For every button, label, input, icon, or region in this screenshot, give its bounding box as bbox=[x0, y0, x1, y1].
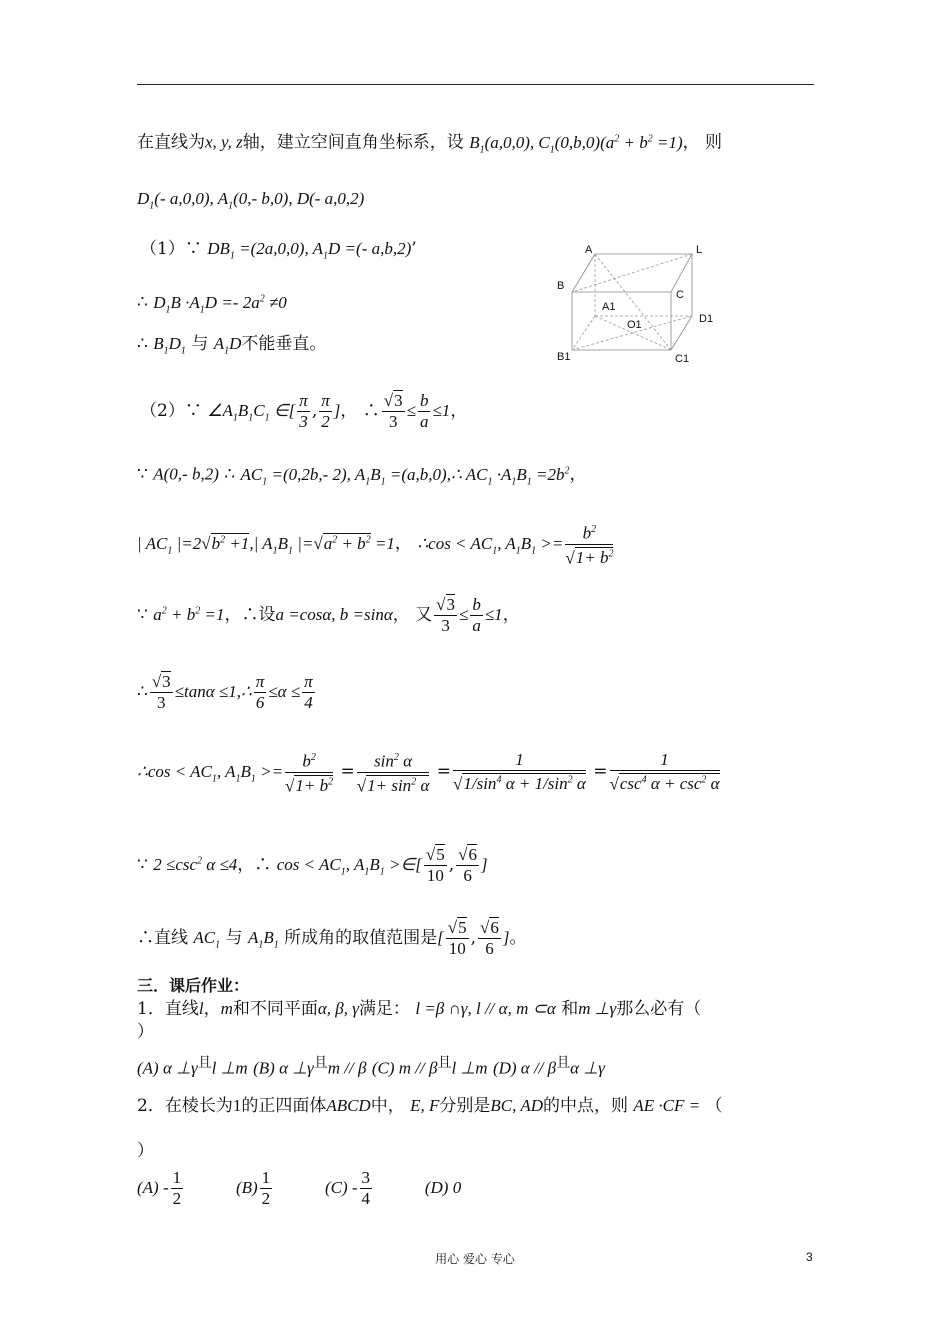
text-run: 则 bbox=[705, 132, 723, 153]
text-run: 和 bbox=[561, 999, 579, 1019]
text-run: 的中点，则 bbox=[542, 1096, 628, 1116]
label-D1: D1 bbox=[699, 313, 714, 325]
text-run: ， bbox=[203, 999, 221, 1019]
math-expression: $AC_1 =(0,2b,-$ 2), $A_1B_1$ =(a,b,0),∴ $AC_1 \cdot A_1B_1 =2b^2$ bbox=[240, 464, 570, 488]
math-expression: $B_1(a,0,0)$, $C_1(0,b,0)(a^2 + b^2 =1)$ bbox=[469, 132, 683, 156]
label-A1: A1 bbox=[602, 301, 616, 313]
math-expression: $A_1B_1$ bbox=[247, 928, 279, 951]
text-line bbox=[137, 288, 287, 321]
text-run: ） bbox=[137, 1141, 154, 1161]
fraction: $\frac{\sin^2 \alpha}{√1+ \sin^2 \alpha}$ bbox=[357, 748, 430, 796]
math-expression: $B_1D_1$ bbox=[153, 334, 186, 357]
math-expression: ≤tanα ≤1,∴ bbox=[174, 682, 252, 701]
section-title: 三．课后作业： bbox=[137, 976, 250, 995]
fraction: $\frac{\pi}{4}$ bbox=[304, 672, 313, 712]
math-expression: | $AC_1$ $|=2√b^2 +1,|$ $A_1B_1$ $|=√a^2 + b^2 =1$ bbox=[137, 533, 395, 557]
text-run: 与 bbox=[191, 334, 209, 354]
text-run: ∴直线 bbox=[137, 928, 188, 948]
cuboid-figure bbox=[555, 240, 730, 370]
label-C: C bbox=[676, 289, 684, 301]
fraction: $\frac{\pi}{3}$ bbox=[299, 391, 308, 431]
text-run: 不能垂直。 bbox=[241, 334, 327, 354]
text-run: （ bbox=[705, 1096, 723, 1116]
text-run: ） bbox=[137, 1022, 154, 1042]
text-run: 与 bbox=[225, 928, 243, 948]
math-expression: $\cos < AC_1$, $A_1B_1$ >∈[ bbox=[276, 855, 422, 878]
text-line: （1）∵ $DB_1 =(2a,0,0)$, $A_1D$ =(- a,b,2)’ bbox=[140, 239, 417, 262]
text-run: 又 bbox=[415, 605, 433, 625]
text-run: （2）∵ bbox=[140, 401, 202, 421]
fraction: $\frac{√5}{10}$ bbox=[447, 918, 467, 958]
fraction: $\frac{1}{2}$ bbox=[261, 1168, 271, 1208]
text-line: 在直线为x, y, z轴，建立空间直角坐标系，设 $B_1(a,0,0)$, $C_1(0,b,0)(a^2 + b^2 =1)$， 则 bbox=[137, 132, 723, 156]
fraction: $\frac{√6}{6}$ bbox=[480, 918, 499, 958]
math-expression: ∴cos < $AC_1$, $A_1B_1$ >= bbox=[417, 533, 564, 557]
fraction: $\frac{b}{a}$ bbox=[419, 391, 429, 431]
question-2: 2．在棱长为1的正四面体ABCD中， E, F分别是BC, AD的中点，则 AE ·CF = （ bbox=[137, 1096, 723, 1116]
text-line: ∵ A(0,- b,2) ∴ $AC_1 =(0,2b,-$ 2), $A_1B_1$ =(a,b,0),∴ $AC_1 \cdot A_1B_1 =2b^2$， bbox=[137, 464, 587, 488]
math-expression: $A_1D$ bbox=[213, 334, 242, 357]
text-run: 。 bbox=[509, 928, 527, 948]
fraction: $\frac{√6}{6}$ bbox=[458, 845, 477, 885]
text-line: ∴直线 $AC_1$ 与 $A_1B_1$ 所成角的取值范围是[ $\frac{√5}{10}$ , $\frac{√6}{6}$ ]。 bbox=[137, 918, 527, 958]
header-rule bbox=[137, 84, 814, 85]
label-A: A bbox=[585, 244, 593, 256]
text-line: ∵ $a^2 + b^2 =1$，∴设a =cosα, b =sinα， 又 $\frac{√3}{3}$ ≤ $\frac{b}{a}$ ≤1， bbox=[137, 595, 520, 635]
fraction: $\frac{√3}{3}$ bbox=[436, 595, 455, 635]
fraction: $\frac{b}{a}$ bbox=[472, 595, 481, 635]
text-line: （2）∵ $\angle A_1B_1C_1$ ∈[ $\frac{\pi}{3}$ , $\frac{\pi}{2}$ ]， ∴ $\frac{√3}{3}$ ≤ $\frac{b}{a}$ ≤1， bbox=[140, 391, 468, 431]
text-run: （1）∵ bbox=[140, 239, 202, 259]
label-L: L bbox=[696, 244, 703, 256]
text-line: ∴cos < $AC_1$, $A_1B_1$ >= $\frac{b^2}{√1+ b^2}$ = $\frac{\sin^2 \alpha}{√1+ \sin^2 \alpha}$ = $\frac{1}{√1/\sin^4 \alpha + 1/\sin^2 \alpha}$ = $\frac{1}{√\csc^4 \alpha + \csc^2 \alpha}$ bbox=[137, 749, 720, 796]
text-run: 中， bbox=[370, 1096, 405, 1116]
text-run: 所成角的取值范围是 bbox=[284, 928, 438, 948]
text-run: ∴ bbox=[137, 292, 148, 313]
fraction: $\frac{b^2}{√1+ b^2}$ bbox=[565, 520, 613, 568]
label-B: B bbox=[557, 280, 565, 292]
math-expression: l =β ∩γ, l // α, m ⊂α bbox=[415, 999, 556, 1018]
label-C1: C1 bbox=[675, 353, 690, 365]
fraction: $\frac{\pi}{6}$ bbox=[255, 672, 265, 712]
math-expression: A(0,- b,2) bbox=[153, 464, 219, 484]
math-expression: $a^2 + b^2 =1$ bbox=[153, 605, 225, 624]
text-run: 满足： bbox=[358, 999, 410, 1019]
text-run: 和不同平面 bbox=[232, 999, 318, 1019]
text-run: 轴，建立空间直角坐标系，设 bbox=[242, 132, 464, 153]
math-expression: $D_1B \cdot A_1D =- 2a^2 \ne 0$ bbox=[153, 292, 287, 316]
text-run: 且 bbox=[197, 1055, 212, 1071]
text-run: 那么必有（ bbox=[616, 999, 702, 1019]
question-2-options: (A) - $\frac{1}{2}$ (B) $\frac{1}{2}$ (C) - $\frac{3}{4}$ (D) 0 bbox=[137, 1168, 462, 1208]
question-1: 1．直线l，m和不同平面α, β, γ满足： l =β ∩γ, l // α, m ⊂α 和m ⊥γ那么必有（ bbox=[137, 999, 702, 1019]
text-run: ∴ bbox=[137, 334, 148, 354]
text-run: 在直线为 bbox=[137, 132, 205, 153]
label-O1: O1 bbox=[627, 319, 642, 331]
fraction: $\frac{1}{2}$ bbox=[172, 1168, 182, 1208]
text-line bbox=[137, 333, 326, 362]
math-expression: a =cosα, b =sinα bbox=[275, 605, 393, 624]
math-expression: ∴cos < $AC_1$, $A_1B_1$ >= bbox=[137, 761, 284, 785]
text-run: 2．在棱长为 bbox=[137, 1096, 233, 1116]
math-expression: $D_1(-$ a,0,0), $A_1(0,-$ b,0), D(- a,0,2) bbox=[137, 189, 365, 212]
text-run: 1．直线 bbox=[137, 999, 199, 1019]
text-line: ∵ $2 \le\csc^2$ α ≤4，∴ $\cos < AC_1$, $A_1B_1$ >∈[ $\frac{√5}{10}$ , $\frac{√6}{6}$ ] bbox=[137, 845, 488, 885]
fraction: $\frac{√3}{3}$ bbox=[151, 672, 171, 712]
math-axes: x, y, z bbox=[205, 132, 243, 152]
fraction: $\frac{\pi}{2}$ bbox=[321, 391, 330, 431]
text-run: 分别是 bbox=[439, 1096, 491, 1116]
fraction: $\frac{√3}{3}$ bbox=[383, 391, 403, 431]
label-B1: B1 bbox=[557, 351, 571, 363]
text-line: ∴ $\frac{√3}{3}$ ≤tanα ≤1,∴ $\frac{\pi}{6}$ ≤α ≤ $\frac{\pi}{4}$ bbox=[137, 672, 313, 712]
page-footer: 用心 爱心 专心 bbox=[435, 1252, 515, 1266]
text-run: 且 bbox=[313, 1055, 328, 1071]
question-1-options: (A) α $\perp\gamma^且l$ ⊥m (B) α $\perp\gamma^且m$ // β (C) m // $\beta^且l$ ⊥m (D) α // $\beta^且\alpha$ ⊥γ bbox=[137, 1055, 605, 1078]
math-expression: $\angle A_1B_1C_1$ ∈[ bbox=[207, 401, 296, 424]
text-run: 的正四面体 bbox=[241, 1096, 327, 1116]
fraction: $\frac{1}{√1/\sin^4 \alpha + 1/\sin^2 \alpha}$ bbox=[453, 749, 586, 794]
page-number: 3 bbox=[806, 1250, 813, 1264]
math-line bbox=[137, 188, 364, 217]
text-line: | $AC_1$ $|=2√b^2 +1,|$ $A_1B_1$ $|=√a^2 + b^2 =1$， ∴cos < $AC_1$, $A_1B_1$ >= $\frac{b^2}{√1+ b^2}$ bbox=[137, 520, 615, 568]
text-run: 且 bbox=[556, 1055, 571, 1071]
fraction: $\frac{3}{4}$ bbox=[361, 1168, 371, 1208]
fraction: $\frac{√5}{10}$ bbox=[425, 845, 445, 885]
fraction: $\frac{1}{√\csc^4 \alpha + \csc^2 \alpha}$ bbox=[609, 749, 720, 794]
math-expression: $DB_1 =(2a,0,0)$, $A_1D$ =(- a,b,2) bbox=[207, 239, 412, 262]
text-run: 设 bbox=[258, 605, 276, 625]
fraction: $\frac{b^2}{√1+ b^2}$ bbox=[285, 748, 333, 796]
text-run: 且 bbox=[437, 1055, 452, 1071]
math-expression: $2 \le\csc^2$ α ≤4 bbox=[153, 855, 238, 874]
math-expression: $AC_1$ bbox=[193, 928, 221, 951]
